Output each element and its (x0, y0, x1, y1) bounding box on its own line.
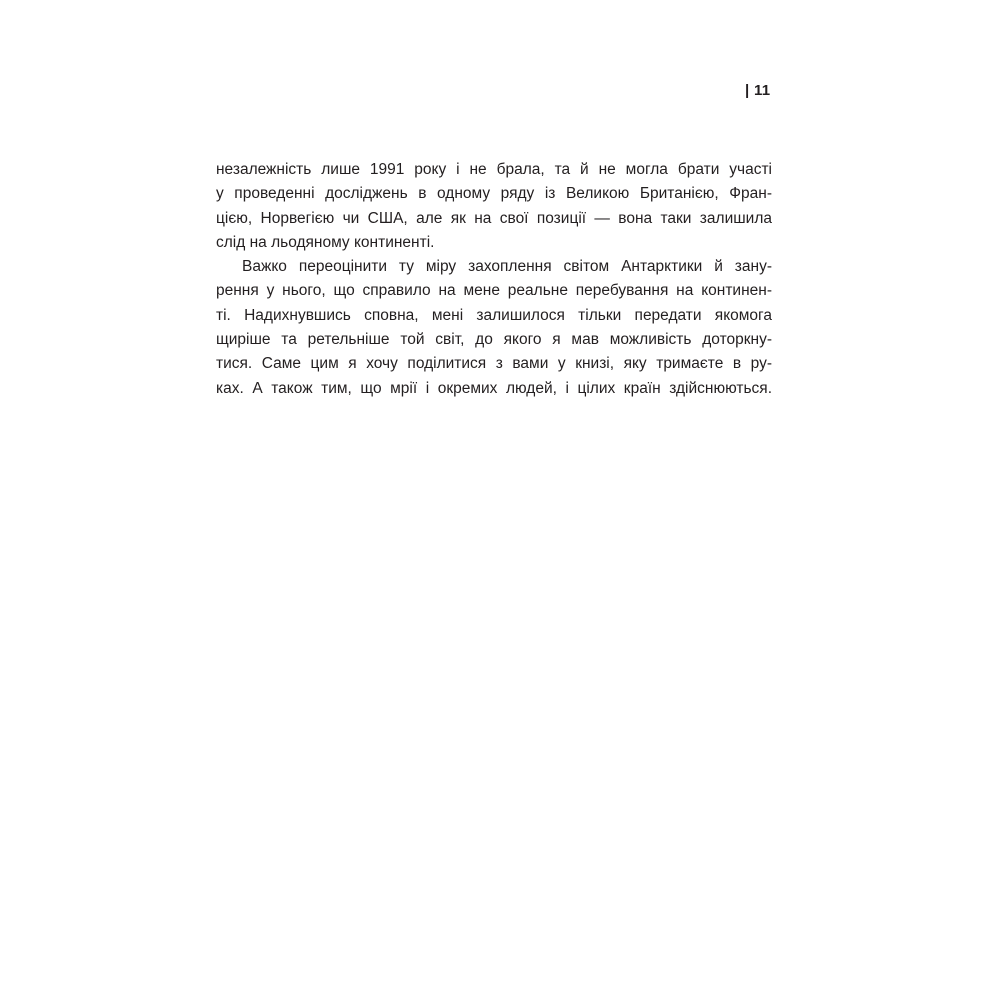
page-number: | 11 (745, 82, 771, 99)
text-line: щиріше та ретельніше той світ, до якого я мав можливість доторкну- (216, 331, 772, 349)
text-line: Важко переоцінити ту міру захоплення світом Антарктики й зану- (242, 258, 772, 276)
paragraph-2 (216, 255, 772, 401)
body-text (216, 158, 772, 401)
text-line: тися. Саме цим я хочу поділитися з вами у книзі, яку тримаєте в ру- (216, 355, 772, 373)
text-line: у проведенні досліджень в одному ряду із Великою Британією, Фран- (216, 185, 772, 203)
text-line: ках. А також тим, що мрії і окремих людей, і цілих країн здійснюються. (216, 379, 772, 397)
paragraph-1 (216, 158, 772, 255)
text-line: рення у нього, що справило на мене реальне перебування на континен- (216, 282, 772, 300)
text-line: незалежність лише 1991 року і не брала, та й не могла брати участі (216, 161, 772, 178)
text-line: ті. Надихнувшись сповна, мені залишилося тільки передати якомога (216, 306, 772, 324)
text-line: цією, Норвегією чи США, але як на свої позиції — вона таки залишила (216, 209, 772, 227)
text-line: слід на льодяному континенті. (216, 233, 435, 251)
